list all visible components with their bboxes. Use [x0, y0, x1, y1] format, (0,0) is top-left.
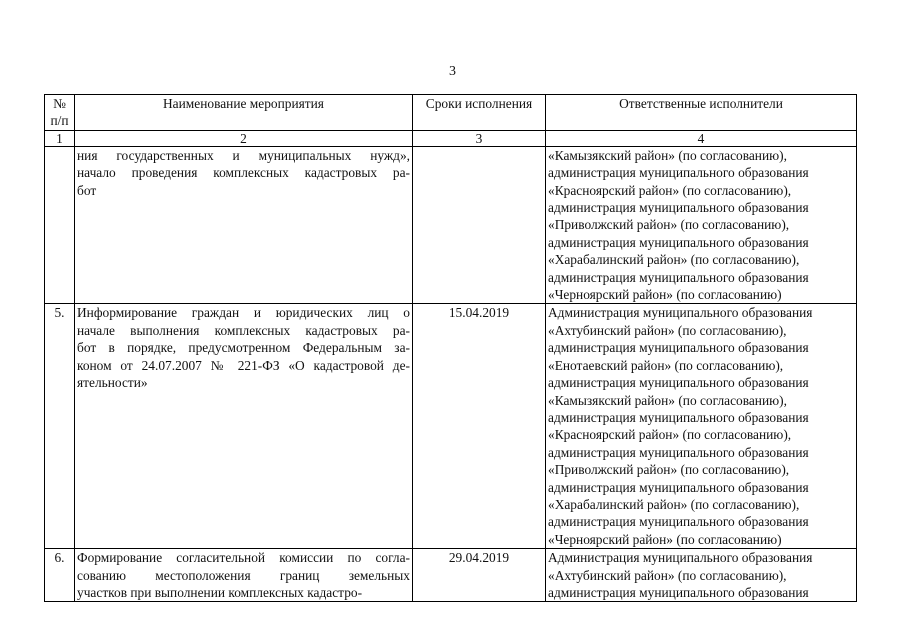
- executor-text-line: администрация муниципального образования: [548, 269, 809, 285]
- header-number: № п/п: [45, 95, 75, 131]
- executor-text-line: администрация муниципального образования: [548, 234, 809, 250]
- event-text-line: сованию местоположения границ земельных: [77, 567, 410, 583]
- executor-text-line: Администрация муниципального образования: [548, 550, 813, 566]
- executor-text-line: Администрация муниципального образования: [548, 305, 813, 321]
- event-text-line: коном от 24.07.2007 № 221-ФЗ «О кадастровой де-: [77, 357, 410, 373]
- event-text-line: Формирование согласительной комиссии по согла-: [77, 550, 410, 566]
- executor-text-line: «Ахтубинский район» (по согласованию),: [548, 322, 787, 338]
- executors-cell: [546, 146, 857, 304]
- event-cell: [75, 304, 413, 549]
- event-text-line: бот: [77, 182, 97, 198]
- event-text-line: начале выполнения комплексных кадастровых ра-: [77, 322, 410, 338]
- event-cell: [75, 146, 413, 304]
- executors-cell: [546, 549, 857, 602]
- table-body: [45, 146, 857, 602]
- executor-text-line: администрация муниципального образования: [548, 200, 809, 216]
- column-number-4: 4: [546, 130, 857, 146]
- executor-text-line: администрация муниципального образования: [548, 340, 809, 356]
- event-text-line: ятельности»: [77, 375, 148, 391]
- column-number-3: 3: [413, 130, 546, 146]
- column-number-2: 2: [75, 130, 413, 146]
- header-executors: Ответственные исполнители: [546, 95, 857, 131]
- executor-text-line: администрация муниципального образования: [548, 584, 809, 600]
- table-row: [45, 146, 857, 304]
- executors-cell: [546, 304, 857, 549]
- row-number: 6.: [45, 549, 75, 602]
- row-number: 5.: [45, 304, 75, 549]
- executor-text-line: «Харабалинский район» (по согласованию),: [548, 496, 800, 512]
- activities-table: [44, 94, 857, 602]
- table-header: [45, 95, 857, 147]
- executor-text-line: «Красноярский район» (по согласованию),: [548, 182, 792, 198]
- deadline-cell: 29.04.2019: [413, 549, 546, 602]
- executor-text-line: «Харабалинский район» (по согласованию),: [548, 252, 800, 268]
- executor-text-line: «Красноярский район» (по согласованию),: [548, 427, 792, 443]
- executor-text-line: администрация муниципального образования: [548, 479, 809, 495]
- executor-text-line: администрация муниципального образования: [548, 375, 809, 391]
- executor-text-line: «Приволжский район» (по согласованию),: [548, 217, 790, 233]
- executor-text-line: администрация муниципального образования: [548, 165, 809, 181]
- executor-text-line: «Черноярский район» (по согласованию): [548, 531, 782, 547]
- executor-text-line: «Черноярский район» (по согласованию): [548, 287, 782, 303]
- table-row: [45, 304, 857, 549]
- executor-text-line: «Приволжский район» (по согласованию),: [548, 462, 790, 478]
- table-row: [45, 549, 857, 602]
- event-text-line: ния государственных и муниципальных нужд»,: [77, 147, 410, 163]
- executor-text-line: администрация муниципального образования: [548, 409, 809, 425]
- executor-text-line: «Ахтубинский район» (по согласованию),: [548, 567, 787, 583]
- executor-text-line: администрация муниципального образования: [548, 514, 809, 530]
- column-number-1: 1: [45, 130, 75, 146]
- page-number: 3: [449, 64, 456, 79]
- executor-text-line: «Камызякский район» (по согласованию),: [548, 147, 787, 163]
- executor-text-line: администрация муниципального образования: [548, 444, 809, 460]
- event-text-line: Информирование граждан и юридических лиц о: [77, 305, 410, 321]
- event-cell: [75, 549, 413, 602]
- executor-text-line: «Камызякский район» (по согласованию),: [548, 392, 787, 408]
- header-deadline: Сроки исполнения: [413, 95, 546, 131]
- header-event: Наименование мероприятия: [75, 95, 413, 131]
- event-text-line: участков при выполнении комплексных кадастро-: [77, 584, 363, 600]
- row-number: [45, 146, 75, 304]
- event-text-line: начало проведения комплексных кадастровых ра-: [77, 165, 410, 181]
- executor-text-line: «Енотаевский район» (по согласованию),: [548, 357, 784, 373]
- event-text-line: бот в порядке, предусмотренном Федеральным за-: [77, 340, 410, 356]
- deadline-cell: [413, 146, 546, 304]
- deadline-cell: 15.04.2019: [413, 304, 546, 549]
